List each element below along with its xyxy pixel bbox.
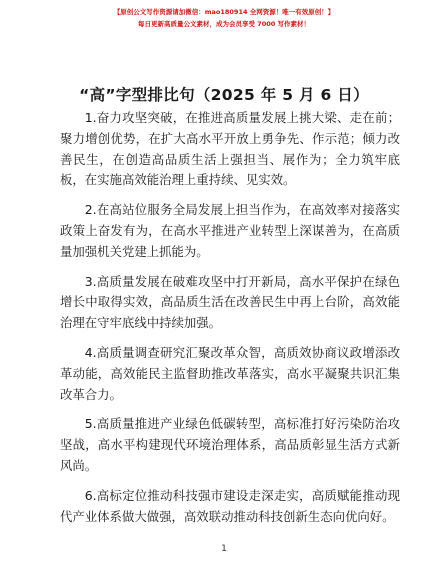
paragraph-3: 3.高质量发展在破难攻坚中打开新局，高水平保护在绿色增长中取得实效，高品质生活在改善民生中再上台阶，高效能治理在守牢底线中持续加强。 (60, 273, 400, 331)
banner-line-2: 每日更新高质量公文素材，成为会员享受 7000 写作素材！ (137, 20, 311, 28)
paragraph-5: 5.高质量推进产业绿色低碳转型，高标准打好污染防治攻坚战，高水平构建现代环境治理体系，高品质彰显生活方式新风尚。 (60, 416, 400, 473)
paragraph-6: 6.高标定位推动科技强市建设走深走实，高质赋能推动现代产业体系做大做强，高效联动推动科技创新生态向优向好。 (60, 487, 400, 524)
page-number: 1 (221, 544, 227, 554)
paragraph-2: 2.在高站位服务全局发展上担当作为，在高效率对接落实政策上奋发有为，在高水平推进产业转型上深谋善为，在高质量加强机关党建上抓能为。 (60, 202, 400, 259)
banner-line-1: 【原创公文写作资源请加微信：mao180914 全网资源！唯一有效原创！】 (113, 8, 335, 16)
document-title: “高”字型排比句（2025 年 5 月 6 日） (79, 86, 369, 104)
paragraph-1: 1.奋力攻坚突破，在推进高质量发展上挑大梁、走在前；聚力增创优势，在扩大高水平开放上勇争先、作示范；倾力改善民生，在创造高品质生活上强担当、展作为；全力筑牢底板，在实施高效能治理上重持续、见实效。 (60, 110, 400, 188)
paragraph-4: 4.高质量调查研究汇聚改革众智，高质效协商议政增添改革动能，高效能民主监督助推改革落实，高水平凝聚共识汇集改革合力。 (60, 344, 400, 402)
promo-banner (0, 6, 448, 30)
document-body (60, 108, 400, 536)
